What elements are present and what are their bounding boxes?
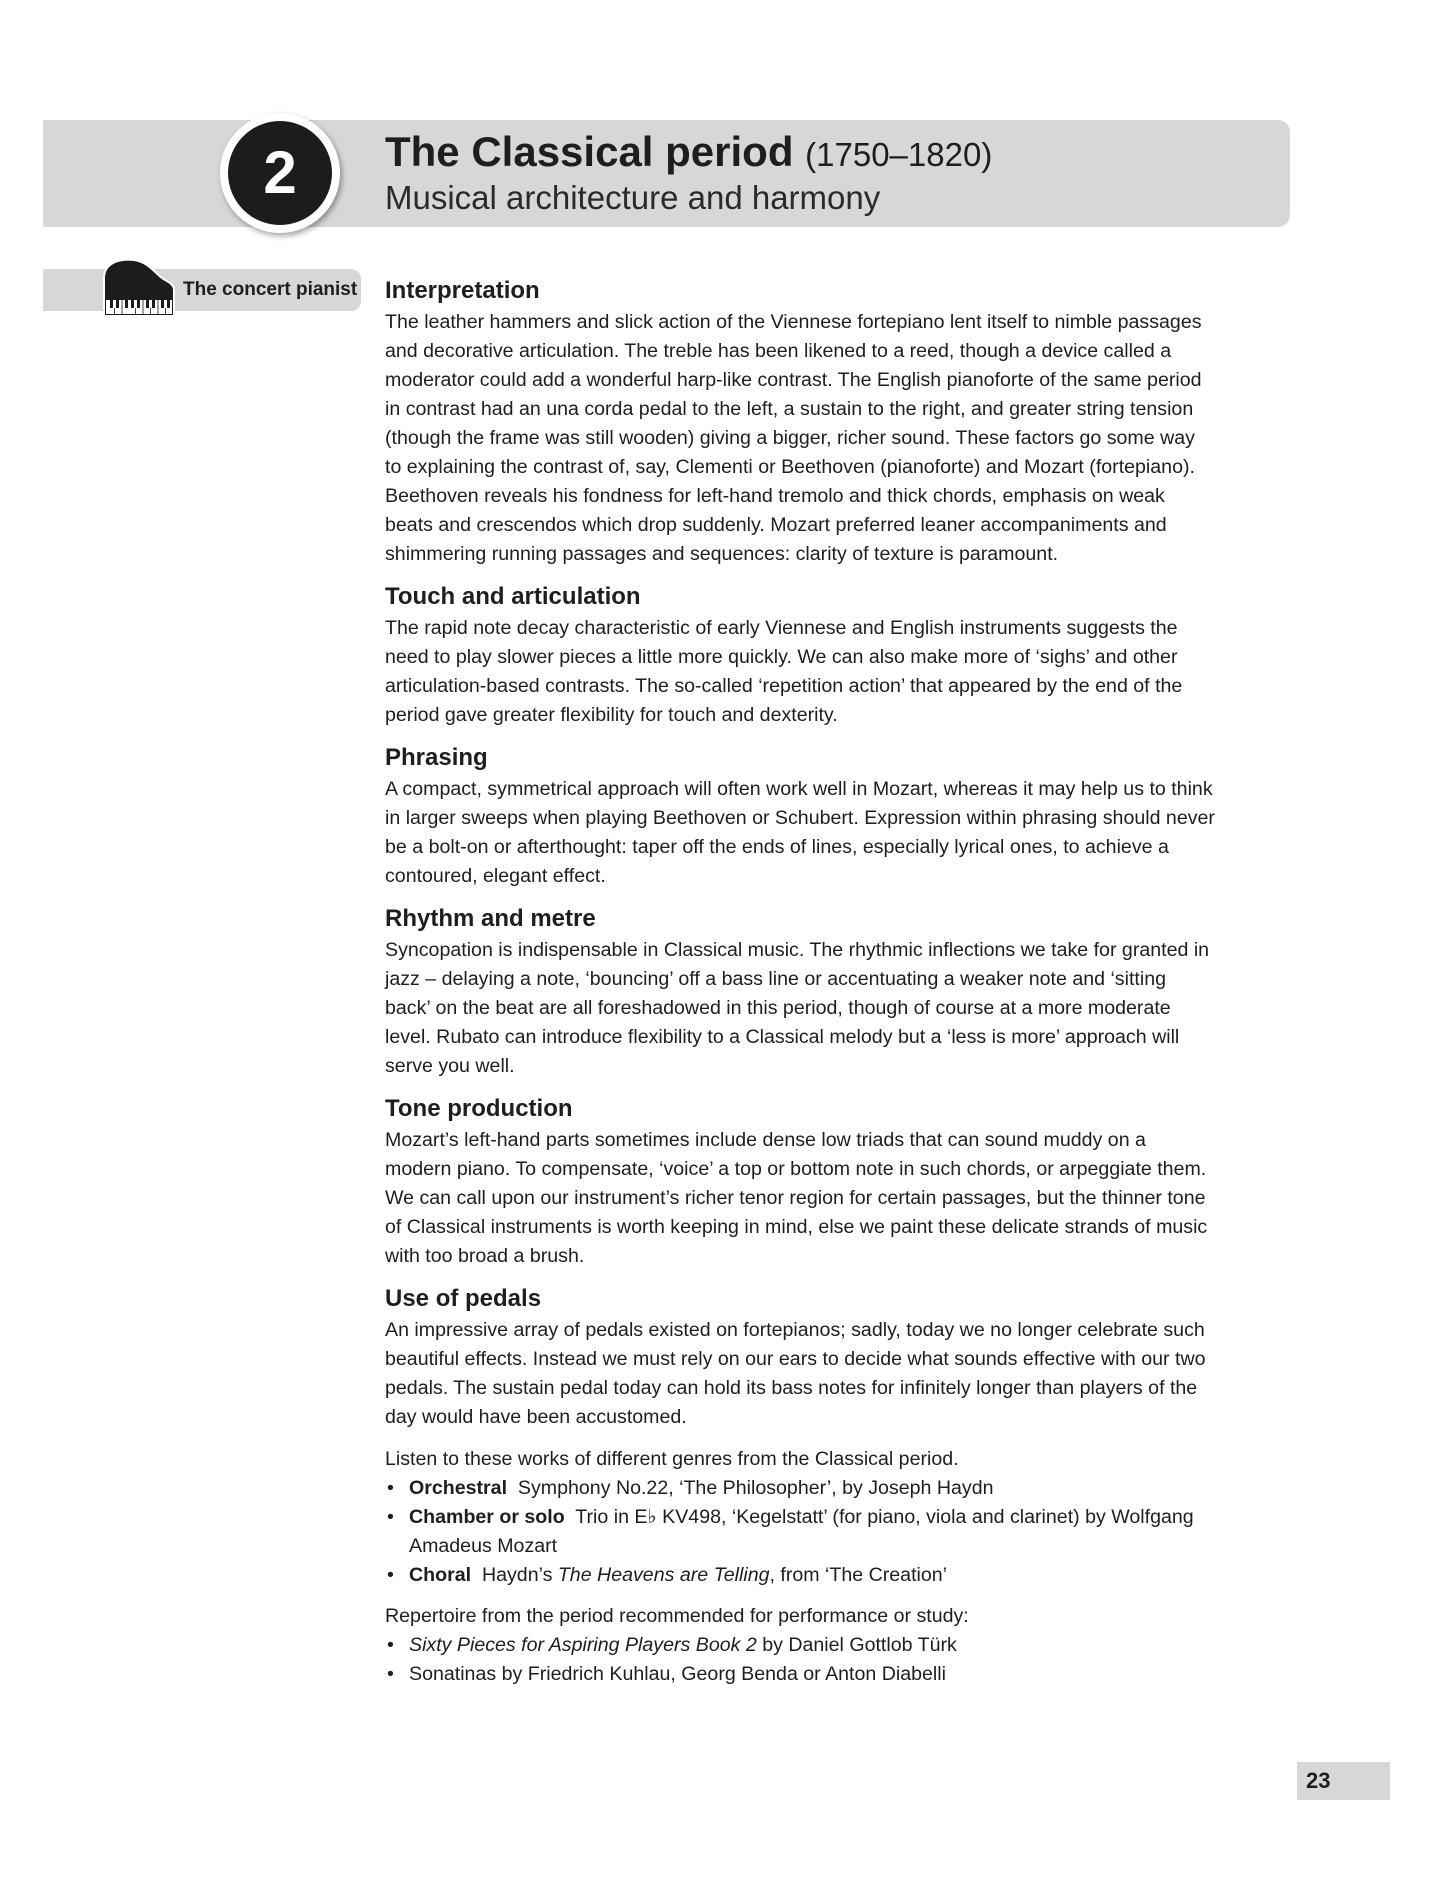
chapter-number: 2 — [228, 121, 332, 225]
listen-list — [385, 1474, 1215, 1590]
section-heading: Rhythm and metre — [385, 905, 596, 932]
section-text: The rapid note decay characteristic of early Viennese and English instruments suggests the need to play slower pieces a little more quickly. We can also make more of ‘sighs’ and other articulation-based contrasts. The so-called ‘repetition action’ that appeared by the end of the period gave greater flexibility for touch and dexterity. — [385, 617, 1183, 726]
work-title: The Heavens are Telling — [557, 1564, 770, 1586]
repertoire-intro: Repertoire from the period recommended for performance or study: — [385, 1605, 969, 1627]
section-heading: Phrasing — [385, 744, 488, 771]
section-interpretation — [385, 276, 1215, 569]
genre-label: Orchestral — [409, 1477, 508, 1499]
chapter-number-badge — [220, 113, 340, 233]
grand-piano-icon — [100, 256, 178, 322]
section-rhythm-metre — [385, 904, 1215, 1081]
repertoire-title: Sixty Pieces for Aspiring Players Book 2 — [409, 1634, 757, 1656]
list-item — [385, 1474, 1215, 1503]
section-text: A compact, symmetrical approach will often work well in Mozart, whereas it may help us to think in larger sweeps when playing Beethoven or Schubert. Expression within phrasing should never be a bolt-on or afterthought: taper off the ends of lines, especially lyrical ones, to achieve a contoured, elegant effect. — [385, 778, 1215, 887]
section-text: The leather hammers and slick action of the Viennese fortepiano lent itself to nimble passages and decorative articulation. The treble has been likened to a reed, though a device called a moderator could add a wonderful harp-like contrast. The English pianoforte of the same period in contrast had an una corda pedal to the left, a sustain to the right, and greater string tension (though the frame was still wooden) giving a bigger, richer sound. These factors go some way to explaining the contrast of, say, Clementi or Beethoven (pianoforte) and Mozart (fortepiano). Beethoven reveals his fondness for left-hand tremolo and thick chords, emphasis on weak beats and crescendos which drop suddenly. Mozart preferred leaner accompaniments and shimmering running passages and sequences: clarity of texture is paramount. — [385, 311, 1202, 565]
section-heading: Tone production — [385, 1095, 573, 1122]
chapter-subtitle: Musical architecture and harmony — [385, 179, 881, 216]
work-text-post: , from ‘The Creation’ — [769, 1564, 948, 1586]
work-text: Symphony No.22, ‘The Philosopher’, by Joseph Haydn — [517, 1477, 994, 1499]
page-number: 23 — [1306, 1768, 1331, 1793]
list-item — [385, 1631, 1215, 1660]
chapter-title — [385, 126, 992, 181]
section-phrasing — [385, 743, 1215, 891]
genre-label: Chamber or solo — [409, 1506, 565, 1528]
list-item — [385, 1561, 1215, 1590]
chapter-years: (1750–1820) — [805, 136, 993, 173]
section-use-of-pedals — [385, 1284, 1215, 1432]
work-text-pre: Haydn’s — [481, 1564, 558, 1586]
listen-intro: Listen to these works of different genres from the Classical period. — [385, 1448, 959, 1470]
genre-label: Choral — [409, 1564, 472, 1586]
repertoire-text: by Daniel Gottlob Türk — [756, 1634, 957, 1656]
work-text: Trio in E♭ KV498, ‘Kegelstatt’ (for piano, viola and clarinet) by Wolfgang Amadeus Mozart — [409, 1506, 1194, 1557]
list-item — [385, 1503, 1215, 1561]
chapter-title-text: The Classical period — [385, 128, 794, 175]
repertoire-list — [385, 1631, 1215, 1689]
section-heading: Interpretation — [385, 277, 540, 304]
section-text: Syncopation is indispensable in Classical music. The rhythmic inflections we take for granted in jazz – delaying a note, ‘bouncing’ off a bass line or accentuating a weaker note and ‘sitting back’ on the beat are all foreshadowed in this period, though of course at a more moderate level. Rubato can introduce flexibility to a Classical melody but a ‘less is more’ approach will serve you well. — [385, 939, 1210, 1077]
section-text: Mozart’s left-hand parts sometimes include dense low triads that can sound muddy on a modern piano. To compensate, ‘voice’ a top or bottom note in such chords, or arpeggiate them. We can call upon our instrument’s richer tenor region for certain passages, but the thinner tone of Classical instruments is worth keeping in mind, else we paint these delicate strands of music with too broad a brush. — [385, 1129, 1208, 1267]
section-heading: Use of pedals — [385, 1285, 542, 1312]
sidebar-label: The concert pianist — [183, 279, 358, 300]
section-touch-articulation — [385, 582, 1215, 730]
section-text: An impressive array of pedals existed on fortepianos; sadly, today we no longer celebrate such beautiful effects. Instead we must rely on our ears to decide what sounds effective with our two pedals. The sustain pedal today can hold its bass notes for infinitely longer than players of the day would have been accustomed. — [385, 1319, 1206, 1428]
section-tone-production — [385, 1094, 1215, 1271]
repertoire-text: Sonatinas by Friedrich Kuhlau, Georg Benda or Anton Diabelli — [409, 1663, 946, 1685]
main-content — [385, 276, 1215, 1701]
section-heading: Touch and articulation — [385, 583, 641, 610]
list-item — [385, 1660, 1215, 1689]
